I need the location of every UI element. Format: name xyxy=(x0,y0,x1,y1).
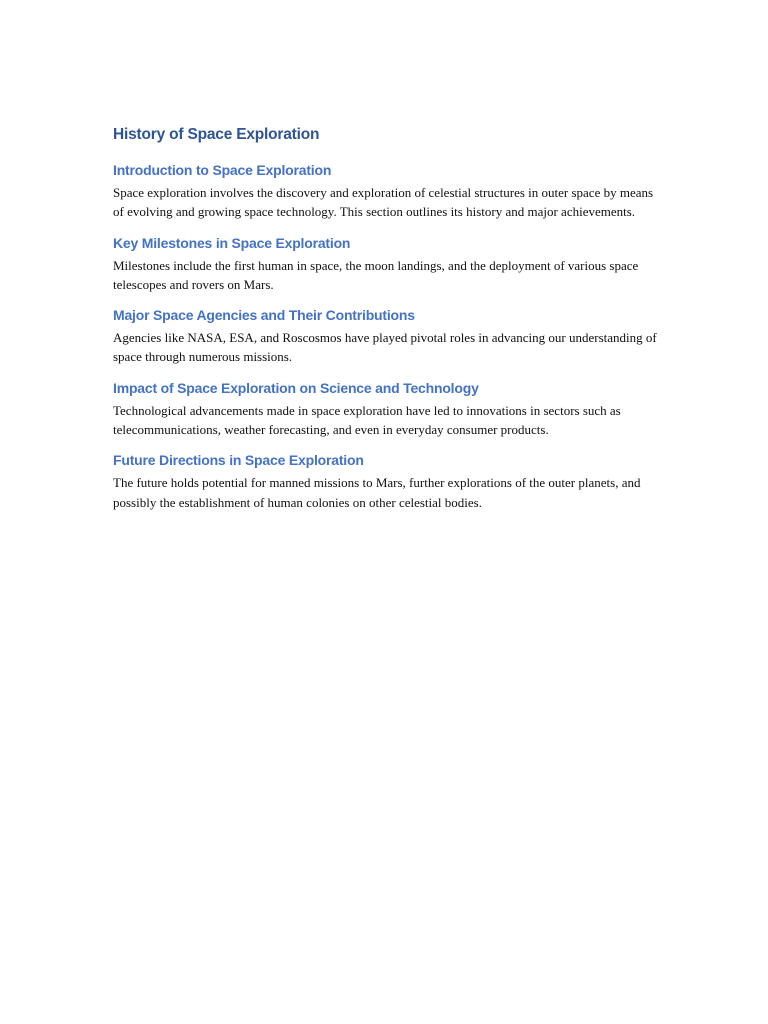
section-impact xyxy=(113,378,663,440)
section-body: Space exploration involves the discovery and exploration of celestial structures in outer space by means of evolving and growing space technology. This section outlines its history and major achievements. xyxy=(113,185,654,220)
section-body: Technological advancements made in space exploration have led to innovations in sectors such as telecommunications, weather forecasting, and even in everyday consumer products. xyxy=(113,402,621,438)
section-body: Agencies like NASA, ESA, and Roscosmos have played pivotal roles in advancing our understanding of space through numerous missions. xyxy=(113,330,657,365)
section-key-milestones xyxy=(113,233,663,295)
document-title: History of Space Exploration xyxy=(113,126,320,143)
section-introduction xyxy=(113,160,663,222)
section-future-directions xyxy=(113,450,663,512)
section-heading: Major Space Agencies and Their Contributions xyxy=(113,307,415,324)
section-space-agencies xyxy=(113,305,663,367)
section-heading: Introduction to Space Exploration xyxy=(113,162,332,178)
section-heading: Key Milestones in Space Exploration xyxy=(113,234,351,251)
section-heading: Future Directions in Space Exploration xyxy=(113,452,364,469)
document-content xyxy=(113,124,663,523)
section-body: Milestones include the first human in space, the moon landings, and the deployment of various space telescopes and rovers on Mars. xyxy=(113,257,639,292)
section-heading: Impact of Space Exploration on Science and Technology xyxy=(113,379,479,396)
section-body: The future holds potential for manned missions to Mars, further explorations of the outer planets, and possibly the establishment of human colonies on other celestial bodies. xyxy=(113,475,641,510)
